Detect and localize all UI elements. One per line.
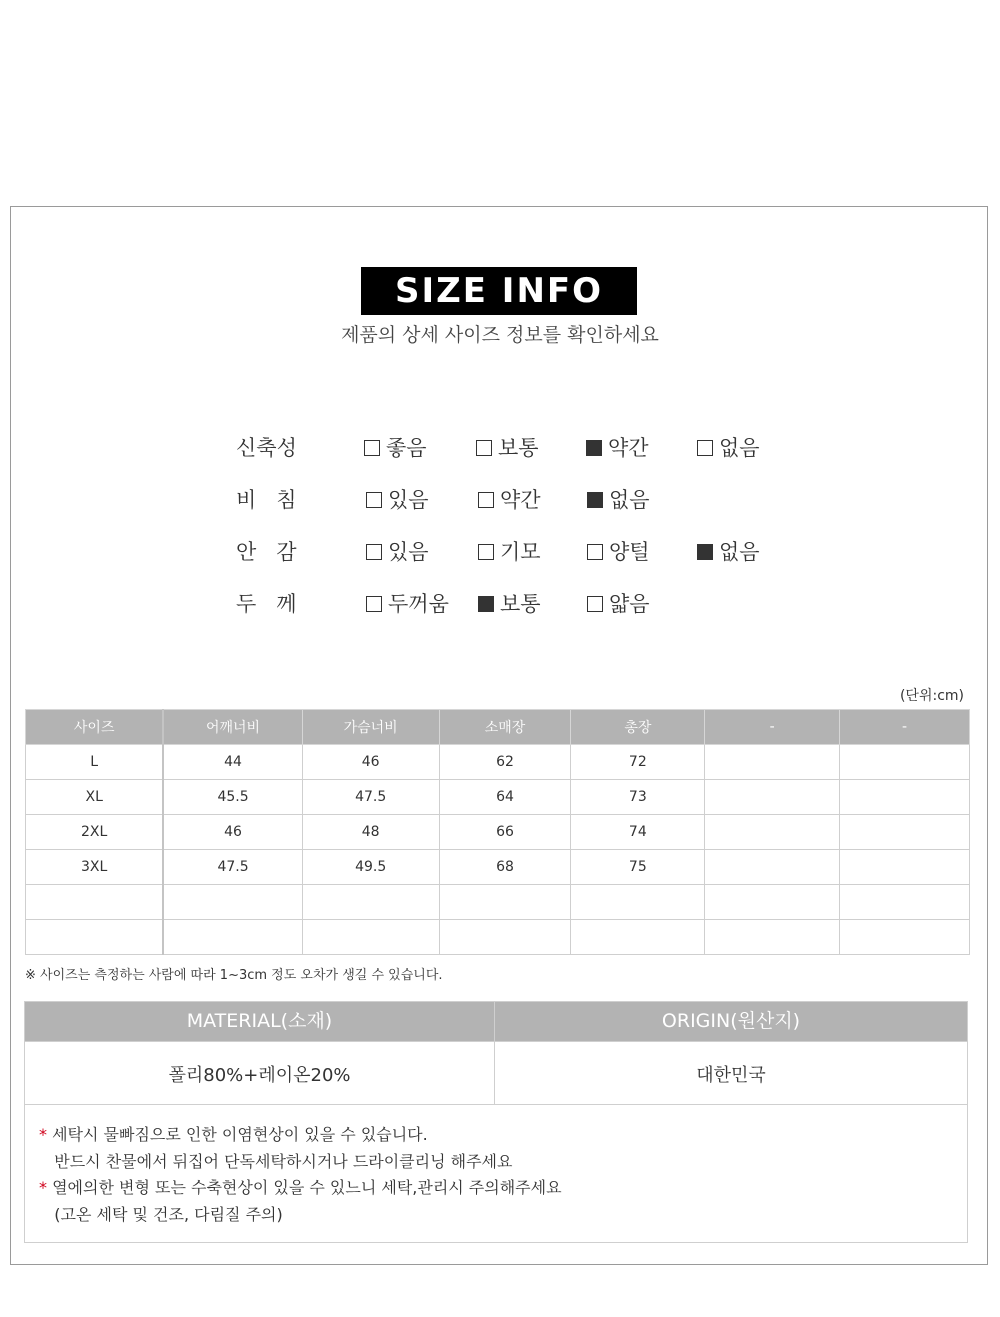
option-checkbox: 두꺼움	[366, 589, 449, 619]
table-row	[26, 850, 970, 885]
table-cell	[705, 815, 840, 850]
column-header: 어깨너비	[163, 710, 302, 745]
table-cell	[840, 780, 970, 815]
column-header: -	[705, 710, 840, 745]
checkbox-empty-icon	[364, 440, 380, 456]
table-cell	[439, 885, 571, 920]
table-cell	[840, 745, 970, 780]
option-checkbox: 얇음	[587, 589, 650, 619]
option-checkbox: 기모	[478, 537, 541, 567]
checkbox-empty-icon	[476, 440, 492, 456]
checkbox-empty-icon	[478, 492, 494, 508]
table-cell: 75	[571, 850, 705, 885]
column-header: 소매장	[439, 710, 571, 745]
table-cell	[439, 920, 571, 955]
attr-label: 비 침	[236, 488, 297, 512]
table-cell: 68	[439, 850, 571, 885]
table-cell: 46	[163, 815, 302, 850]
table-cell: XL	[26, 780, 164, 815]
table-cell: 48	[302, 815, 439, 850]
attr-row-stretch	[236, 433, 836, 463]
size-info-title: SIZE INFO	[361, 267, 637, 315]
option-checkbox-checked: 없음	[587, 485, 650, 515]
option-checkbox-checked: 없음	[697, 537, 760, 567]
option-checkbox: 있음	[366, 537, 429, 567]
care-line: * 세탁시 물빠짐으로 인한 이염현상이 있을 수 있습니다.	[39, 1125, 428, 1144]
table-header-row	[26, 710, 970, 745]
attr-row-thickness	[236, 589, 836, 619]
table-cell	[571, 920, 705, 955]
table-cell: 64	[439, 780, 571, 815]
table-cell: 73	[571, 780, 705, 815]
column-header: -	[840, 710, 970, 745]
column-divider	[494, 1002, 495, 1105]
table-cell	[163, 885, 302, 920]
option-checkbox-checked: 보통	[478, 589, 541, 619]
option-checkbox: 양털	[587, 537, 650, 567]
table-row	[26, 885, 970, 920]
table-cell	[26, 885, 164, 920]
size-info-subtitle: 제품의 상세 사이즈 정보를 확인하세요	[341, 324, 659, 346]
table-row	[26, 780, 970, 815]
table-cell: 66	[439, 815, 571, 850]
table-cell	[840, 885, 970, 920]
unit-label: (단위:cm)	[899, 688, 964, 704]
table-cell	[26, 920, 164, 955]
material-header: MATERIAL(소재)	[25, 1002, 494, 1041]
checkbox-empty-icon	[587, 596, 603, 612]
table-row	[26, 920, 970, 955]
option-checkbox: 좋음	[364, 433, 427, 463]
table-cell: 46	[302, 745, 439, 780]
checkbox-filled-icon	[697, 544, 713, 560]
table-cell: L	[26, 745, 164, 780]
attr-label: 신축성	[236, 436, 297, 460]
table-cell: 49.5	[302, 850, 439, 885]
table-cell: 3XL	[26, 850, 164, 885]
origin-header: ORIGIN(원산지)	[495, 1002, 967, 1041]
option-checkbox: 보통	[476, 433, 539, 463]
table-cell	[705, 885, 840, 920]
material-origin-box	[24, 1001, 968, 1243]
care-line: * 열에의한 변형 또는 수축현상이 있을 수 있느니 세탁,관리시 주의해주세요	[39, 1178, 562, 1197]
care-instructions	[39, 1122, 562, 1228]
attr-label: 안 감	[236, 540, 297, 564]
asterisk-icon: *	[39, 1125, 47, 1144]
table-cell	[571, 885, 705, 920]
table-cell	[840, 815, 970, 850]
checkbox-empty-icon	[478, 544, 494, 560]
table-row	[26, 815, 970, 850]
table-cell	[302, 885, 439, 920]
table-cell	[840, 850, 970, 885]
table-cell	[302, 920, 439, 955]
option-checkbox: 약간	[478, 485, 541, 515]
material-value: 폴리80%+레이온20%	[25, 1041, 494, 1105]
table-cell: 62	[439, 745, 571, 780]
checkbox-empty-icon	[366, 492, 382, 508]
attr-row-lining	[236, 537, 836, 567]
table-cell	[705, 780, 840, 815]
table-cell: 2XL	[26, 815, 164, 850]
table-cell	[705, 745, 840, 780]
care-line: (고온 세탁 및 건조, 다림질 주의)	[54, 1204, 283, 1224]
checkbox-empty-icon	[697, 440, 713, 456]
checkbox-empty-icon	[366, 596, 382, 612]
option-checkbox: 있음	[366, 485, 429, 515]
column-header: 사이즈	[26, 710, 164, 745]
table-cell	[705, 850, 840, 885]
table-cell: 72	[571, 745, 705, 780]
attr-label: 두 께	[236, 592, 297, 616]
checkbox-filled-icon	[587, 492, 603, 508]
checkbox-filled-icon	[478, 596, 494, 612]
size-note: ※ 사이즈는 측정하는 사람에 따라 1~3cm 정도 오차가 생길 수 있습니다.	[25, 968, 443, 983]
table-cell	[705, 920, 840, 955]
table-cell	[163, 920, 302, 955]
column-header: 가슴너비	[302, 710, 439, 745]
table-cell: 47.5	[302, 780, 439, 815]
table-cell: 47.5	[163, 850, 302, 885]
option-checkbox: 없음	[697, 433, 760, 463]
attr-row-sheerness	[236, 485, 836, 515]
origin-value: 대한민국	[495, 1041, 967, 1105]
table-cell: 44	[163, 745, 302, 780]
checkbox-empty-icon	[366, 544, 382, 560]
checkbox-empty-icon	[587, 544, 603, 560]
checkbox-filled-icon	[586, 440, 602, 456]
table-row	[26, 745, 970, 780]
column-header: 총장	[571, 710, 705, 745]
option-checkbox-checked: 약간	[586, 433, 649, 463]
table-cell	[840, 920, 970, 955]
care-line: 반드시 찬물에서 뒤집어 단독세탁하시거나 드라이클리닝 해주세요	[54, 1151, 513, 1171]
asterisk-icon: *	[39, 1178, 47, 1197]
table-cell: 45.5	[163, 780, 302, 815]
table-cell: 74	[571, 815, 705, 850]
size-table	[25, 709, 970, 955]
